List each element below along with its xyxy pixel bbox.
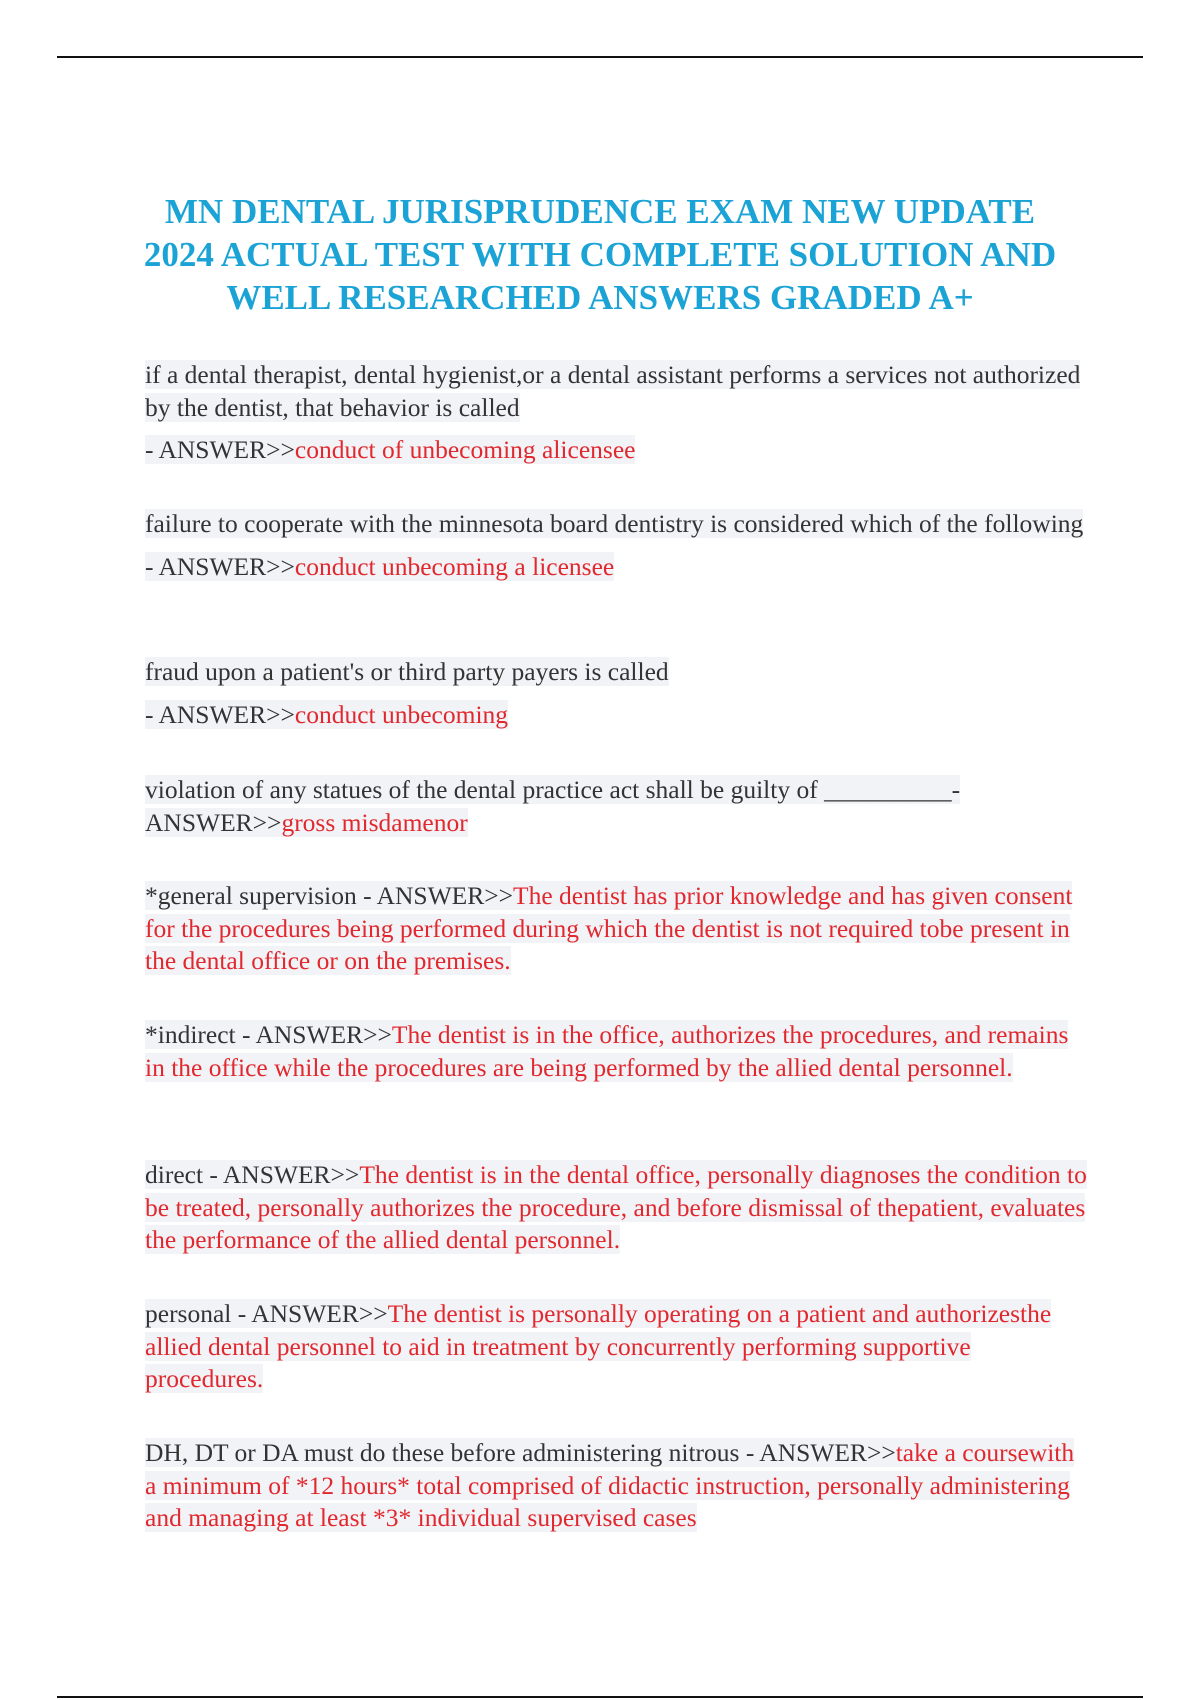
question: if a dental therapist, dental hygienist,or a dental assistant performs a services not authorized by the dentist, that behavior is called xyxy=(145,360,1081,422)
question: fraud upon a patient's or third party payers is called xyxy=(145,657,669,686)
qa-item-8 xyxy=(145,1298,1090,1396)
answer: The dentist has prior knowledge and has given consent for the procedures being performed during which the dentist is not required tobe present in the dental office or on the premises. xyxy=(145,881,1073,975)
qa-item-6 xyxy=(145,1019,1090,1084)
qa-item-9 xyxy=(145,1437,1090,1535)
answer: gross misdamenor xyxy=(281,807,468,837)
qa-item-3 xyxy=(145,656,1090,731)
qa-item-1 xyxy=(145,359,1090,467)
question: *indirect - ANSWER>> xyxy=(145,1020,392,1049)
document-title: MN DENTAL JURISPRUDENCE EXAM NEW UPDATE 2024 ACTUAL TEST WITH COMPLETE SOLUTION AND WELL RESEARCHED ANSWERS GRADED A+ xyxy=(143,192,1057,317)
answer: take a coursewith a minimum of *12 hours* total comprised of didactic instruction, personally administering and managing at least *3* individual supervised cases xyxy=(145,1438,1075,1532)
answer: conduct unbecoming xyxy=(294,699,509,729)
top-rule xyxy=(57,56,1143,58)
qa-item-7 xyxy=(145,1159,1090,1257)
question: personal - ANSWER>> xyxy=(145,1299,388,1328)
answer: conduct of unbecoming alicensee xyxy=(294,435,636,464)
question: direct - ANSWER>> xyxy=(145,1160,360,1189)
answer: The dentist is in the office, authorizes the procedures, and remains in the office while the procedures are being performed by the allied dental personnel. xyxy=(145,1020,1069,1082)
answer-prefix: - ANSWER>> xyxy=(145,435,295,464)
answer-prefix: - ANSWER>> xyxy=(145,551,295,581)
answer-prefix: - ANSWER>> xyxy=(145,699,295,729)
qa-item-5 xyxy=(145,880,1090,978)
question: DH, DT or DA must do these before administering nitrous - ANSWER>> xyxy=(145,1438,896,1467)
answer: conduct unbecoming a licensee xyxy=(294,551,615,581)
question: *general supervision - ANSWER>> xyxy=(145,881,513,910)
answer: The dentist is in the dental office, personally diagnoses the condition to be treated, personally authorizes the procedure, and before dismissal of thepatient, evaluates the performance of the allied dental personnel. xyxy=(145,1160,1087,1254)
answer: The dentist is personally operating on a patient and authorizesthe allied dental personnel to aid in treatment by concurrently performing supportive procedures. xyxy=(145,1299,1052,1393)
question: failure to cooperate with the minnesota board dentistry is considered which of the following xyxy=(145,509,1084,538)
question: violation of any statues of the dental practice act shall be guilty of __________- ANSWER>> xyxy=(145,775,961,837)
qa-item-4 xyxy=(145,774,1090,839)
qa-item-2 xyxy=(145,508,1090,583)
bottom-rule xyxy=(57,1696,1143,1698)
